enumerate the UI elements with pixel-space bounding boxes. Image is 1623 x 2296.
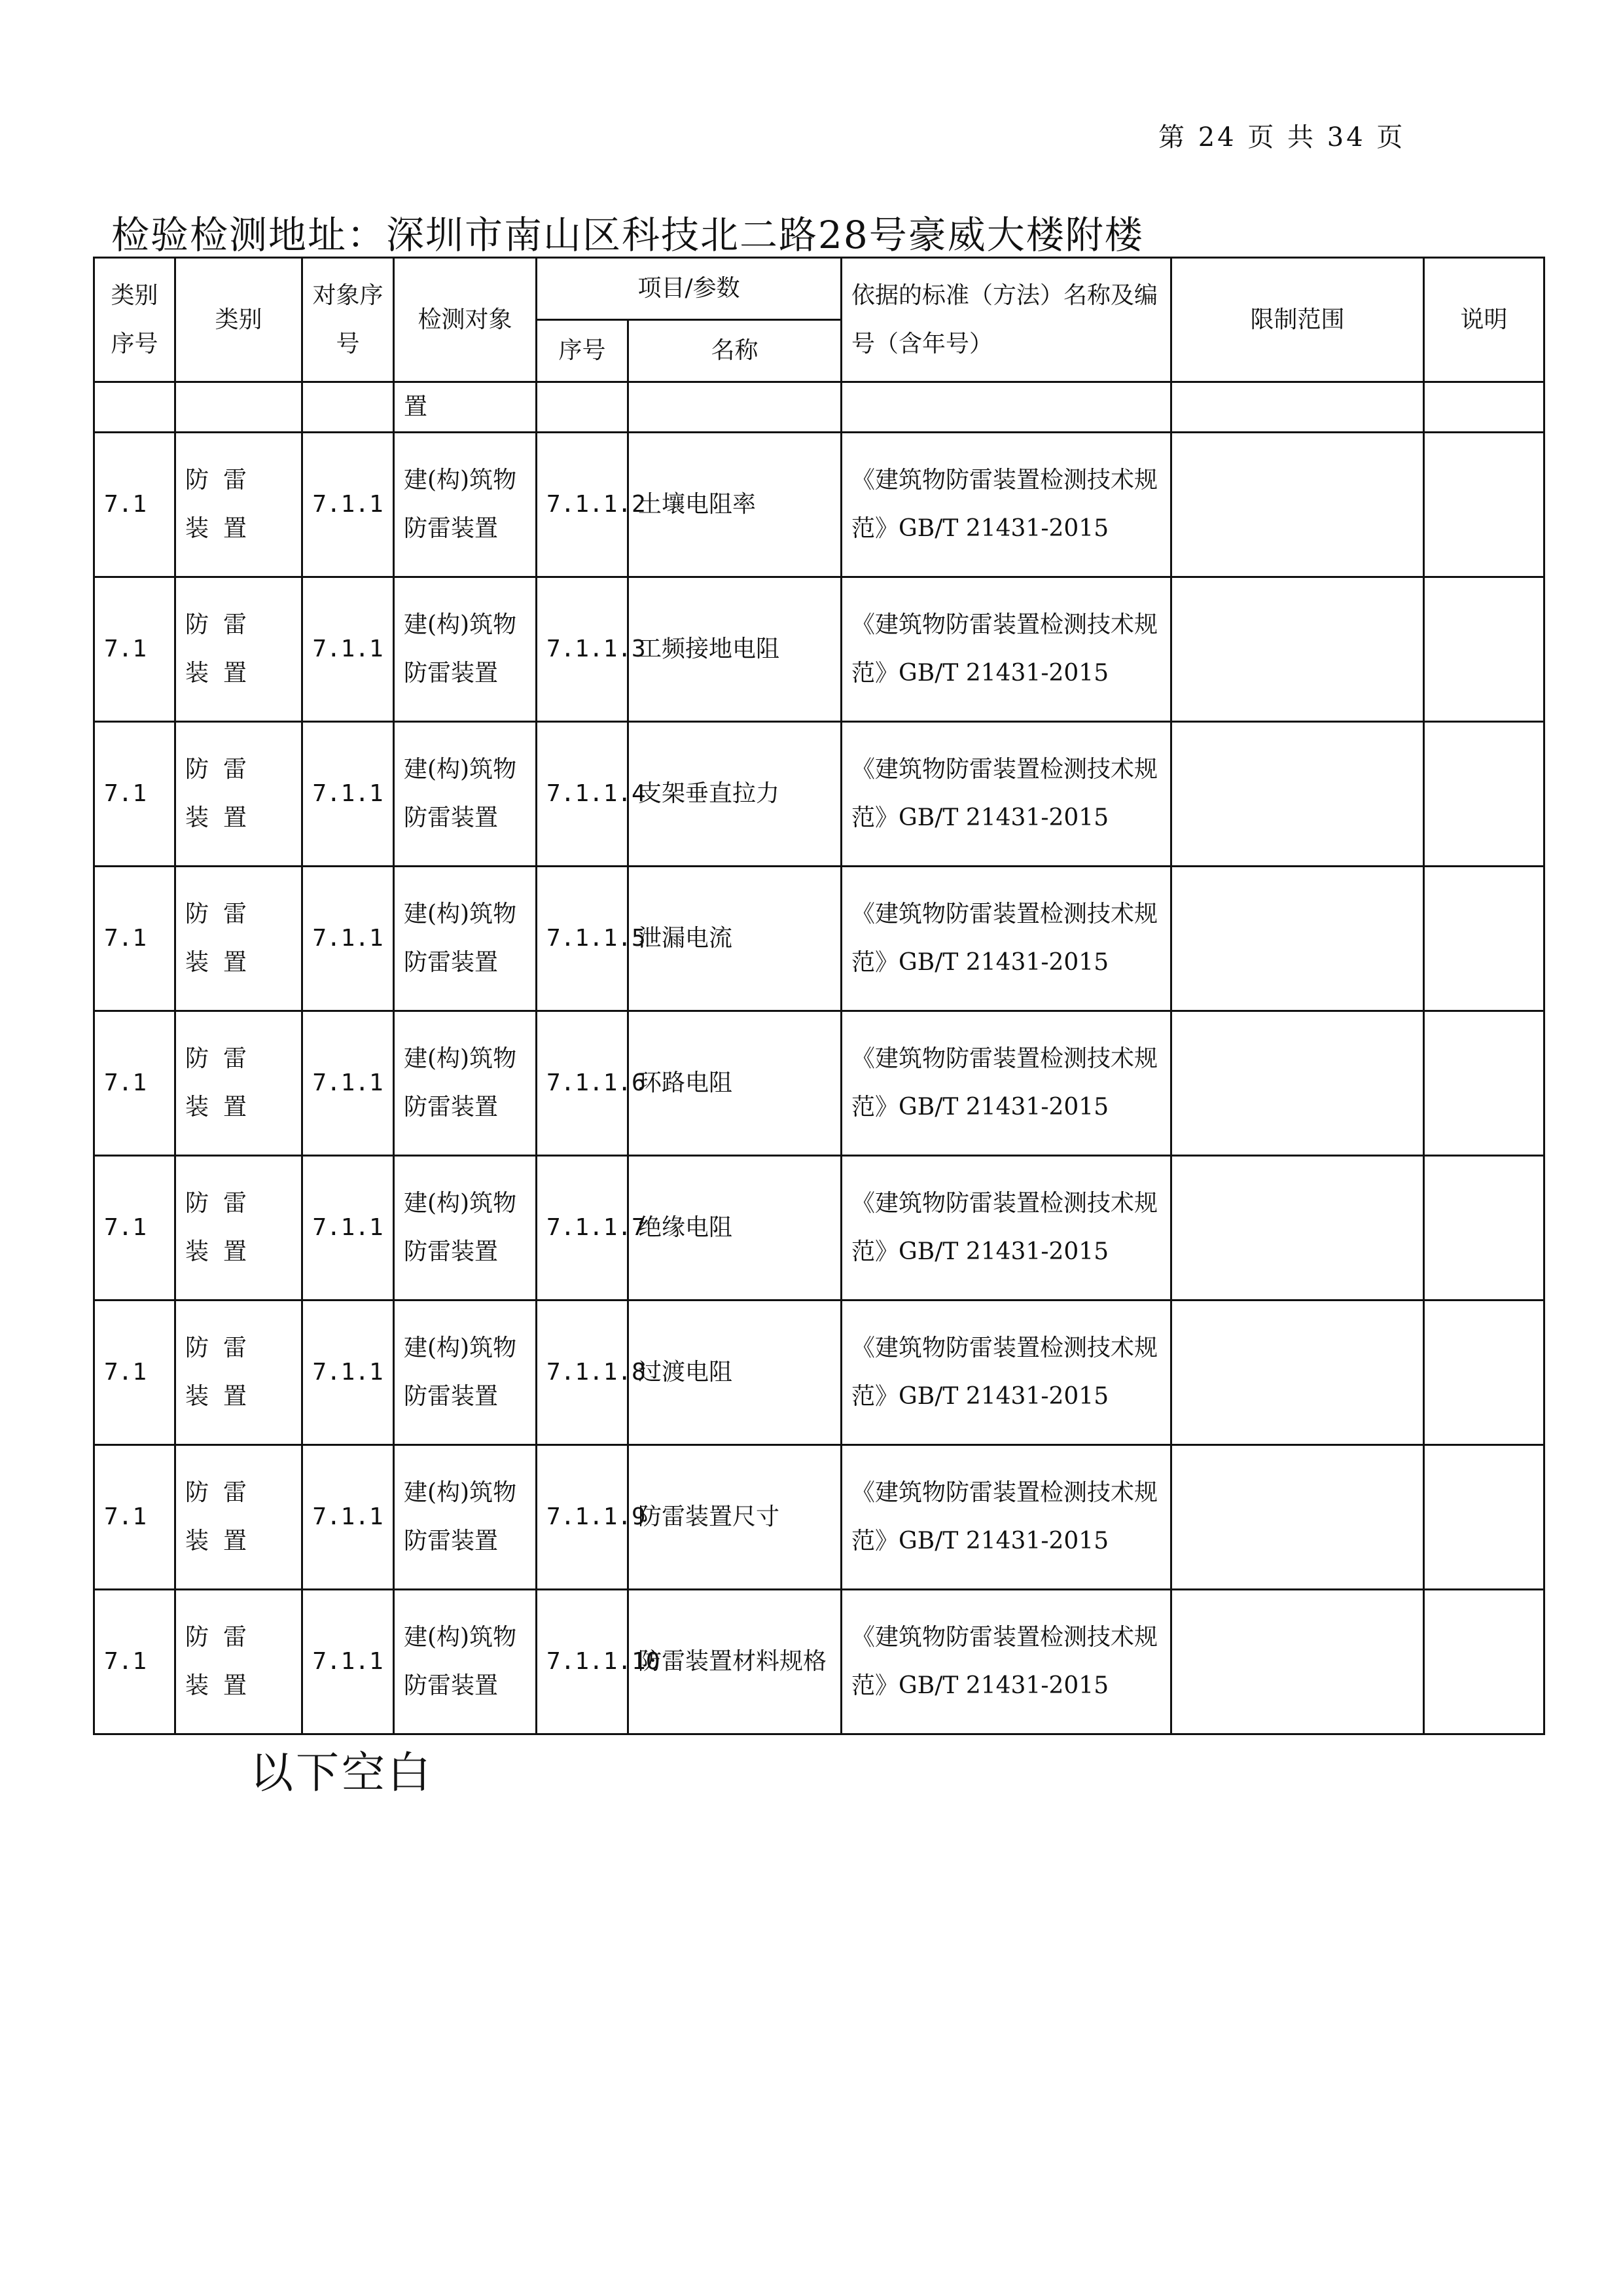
accreditation-scope-table	[93, 257, 1545, 1735]
cell-standard: 《建筑物防雷装置检测技术规范》GB/T 21431-2015	[842, 1011, 1171, 1156]
cell-object-no: 7.1.1	[302, 1590, 394, 1734]
cell-limit	[1171, 1011, 1424, 1156]
cell-item-name: 泄漏电流	[628, 867, 842, 1011]
cell-category: 防雷装置	[175, 867, 302, 1011]
cell-category-no: 7.1	[94, 1011, 175, 1156]
cell-limit	[1171, 1156, 1424, 1300]
continuation-test-object: 置	[394, 382, 537, 433]
cell-test-object: 建(构)筑物防雷装置	[394, 1590, 537, 1734]
cell-item-name: 防雷装置材料规格	[628, 1590, 842, 1734]
test-address: 检验检测地址：深圳市南山区科技北二路28号豪威大楼附楼	[111, 213, 1144, 257]
header-item-name: 名称	[628, 320, 842, 382]
cell-object-no: 7.1.1	[302, 1156, 394, 1300]
cell-category-no: 7.1	[94, 433, 175, 577]
cell-category: 防雷装置	[175, 433, 302, 577]
table-row	[94, 1590, 1544, 1734]
table-row	[94, 1445, 1544, 1590]
blank-below-note: 以下空白	[250, 1748, 433, 1798]
cell-object-no: 7.1.1	[302, 577, 394, 722]
header-category: 类别	[175, 258, 302, 382]
cell-note	[1424, 1445, 1544, 1590]
cell-category-no: 7.1	[94, 1590, 175, 1734]
data-rows	[94, 433, 1544, 1734]
cell-category-no: 7.1	[94, 867, 175, 1011]
cell-item-name: 防雷装置尺寸	[628, 1445, 842, 1590]
cell-test-object: 建(构)筑物防雷装置	[394, 1300, 537, 1445]
cell-object-no: 7.1.1	[302, 433, 394, 577]
cell-standard: 《建筑物防雷装置检测技术规范》GB/T 21431-2015	[842, 1300, 1171, 1445]
cell-limit	[1171, 433, 1424, 577]
cell-note	[1424, 1156, 1544, 1300]
cell-test-object: 建(构)筑物防雷装置	[394, 433, 537, 577]
cell-standard: 《建筑物防雷装置检测技术规范》GB/T 21431-2015	[842, 722, 1171, 867]
cell-note	[1424, 722, 1544, 867]
table-row	[94, 1011, 1544, 1156]
cell-test-object: 建(构)筑物防雷装置	[394, 722, 537, 867]
cell-test-object: 建(构)筑物防雷装置	[394, 577, 537, 722]
cell-category: 防雷装置	[175, 1590, 302, 1734]
cell-item-name: 支架垂直拉力	[628, 722, 842, 867]
cell-limit	[1171, 1300, 1424, 1445]
table-row	[94, 722, 1544, 867]
cell-test-object: 建(构)筑物防雷装置	[394, 1011, 537, 1156]
cell-limit	[1171, 1445, 1424, 1590]
cell-object-no: 7.1.1	[302, 722, 394, 867]
cell-item-name: 绝缘电阻	[628, 1156, 842, 1300]
table-row	[94, 577, 1544, 722]
table-row	[94, 1300, 1544, 1445]
cell-limit	[1171, 867, 1424, 1011]
cell-object-no: 7.1.1	[302, 867, 394, 1011]
cell-category: 防雷装置	[175, 577, 302, 722]
cell-category-no: 7.1	[94, 722, 175, 867]
cell-category: 防雷装置	[175, 1156, 302, 1300]
cell-object-no: 7.1.1	[302, 1300, 394, 1445]
cell-standard: 《建筑物防雷装置检测技术规范》GB/T 21431-2015	[842, 1156, 1171, 1300]
cell-standard: 《建筑物防雷装置检测技术规范》GB/T 21431-2015	[842, 1445, 1171, 1590]
header-standard: 依据的标准（方法）名称及编号（含年号）	[842, 258, 1171, 382]
cell-test-object: 建(构)筑物防雷装置	[394, 867, 537, 1011]
cell-item-name: 土壤电阻率	[628, 433, 842, 577]
cell-note	[1424, 1011, 1544, 1156]
cell-category: 防雷装置	[175, 722, 302, 867]
cell-item-no: 7.1.1.4	[537, 722, 628, 867]
cell-item-no: 7.1.1.7	[537, 1156, 628, 1300]
table-row	[94, 433, 1544, 577]
header-note: 说明	[1424, 258, 1544, 382]
cell-note	[1424, 433, 1544, 577]
cell-item-name: 工频接地电阻	[628, 577, 842, 722]
cell-category: 防雷装置	[175, 1445, 302, 1590]
header-test-object: 检测对象	[394, 258, 537, 382]
header-item-no: 序号	[537, 320, 628, 382]
cell-standard: 《建筑物防雷装置检测技术规范》GB/T 21431-2015	[842, 577, 1171, 722]
cell-item-name: 过渡电阻	[628, 1300, 842, 1445]
cell-item-no: 7.1.1.9	[537, 1445, 628, 1590]
cell-category-no: 7.1	[94, 577, 175, 722]
cell-item-no: 7.1.1.3	[537, 577, 628, 722]
cell-note	[1424, 1590, 1544, 1734]
header-limit: 限制范围	[1171, 258, 1424, 382]
cell-test-object: 建(构)筑物防雷装置	[394, 1156, 537, 1300]
cell-category: 防雷装置	[175, 1011, 302, 1156]
page-number: 第 24 页 共 34 页	[1158, 122, 1406, 152]
table-row	[94, 867, 1544, 1011]
cell-standard: 《建筑物防雷装置检测技术规范》GB/T 21431-2015	[842, 433, 1171, 577]
header-object-no: 对象序号	[302, 258, 394, 382]
cell-note	[1424, 867, 1544, 1011]
cell-object-no: 7.1.1	[302, 1445, 394, 1590]
cell-item-no: 7.1.1.6	[537, 1011, 628, 1156]
cell-note	[1424, 1300, 1544, 1445]
cell-item-no: 7.1.1.10	[537, 1590, 628, 1734]
cell-limit	[1171, 1590, 1424, 1734]
continuation-row	[94, 382, 1544, 433]
cell-item-name: 环路电阻	[628, 1011, 842, 1156]
header-item-param: 项目/参数	[537, 258, 842, 320]
header-category-no: 类别序号	[94, 258, 175, 382]
cell-item-no: 7.1.1.5	[537, 867, 628, 1011]
cell-limit	[1171, 577, 1424, 722]
cell-category: 防雷装置	[175, 1300, 302, 1445]
header-row-1	[94, 258, 1544, 320]
cell-category-no: 7.1	[94, 1300, 175, 1445]
cell-category-no: 7.1	[94, 1445, 175, 1590]
cell-limit	[1171, 722, 1424, 867]
cell-category-no: 7.1	[94, 1156, 175, 1300]
table-row	[94, 1156, 1544, 1300]
cell-item-no: 7.1.1.8	[537, 1300, 628, 1445]
cell-test-object: 建(构)筑物防雷装置	[394, 1445, 537, 1590]
cell-item-no: 7.1.1.2	[537, 433, 628, 577]
cell-standard: 《建筑物防雷装置检测技术规范》GB/T 21431-2015	[842, 867, 1171, 1011]
cell-standard: 《建筑物防雷装置检测技术规范》GB/T 21431-2015	[842, 1590, 1171, 1734]
cell-note	[1424, 577, 1544, 722]
cell-object-no: 7.1.1	[302, 1011, 394, 1156]
